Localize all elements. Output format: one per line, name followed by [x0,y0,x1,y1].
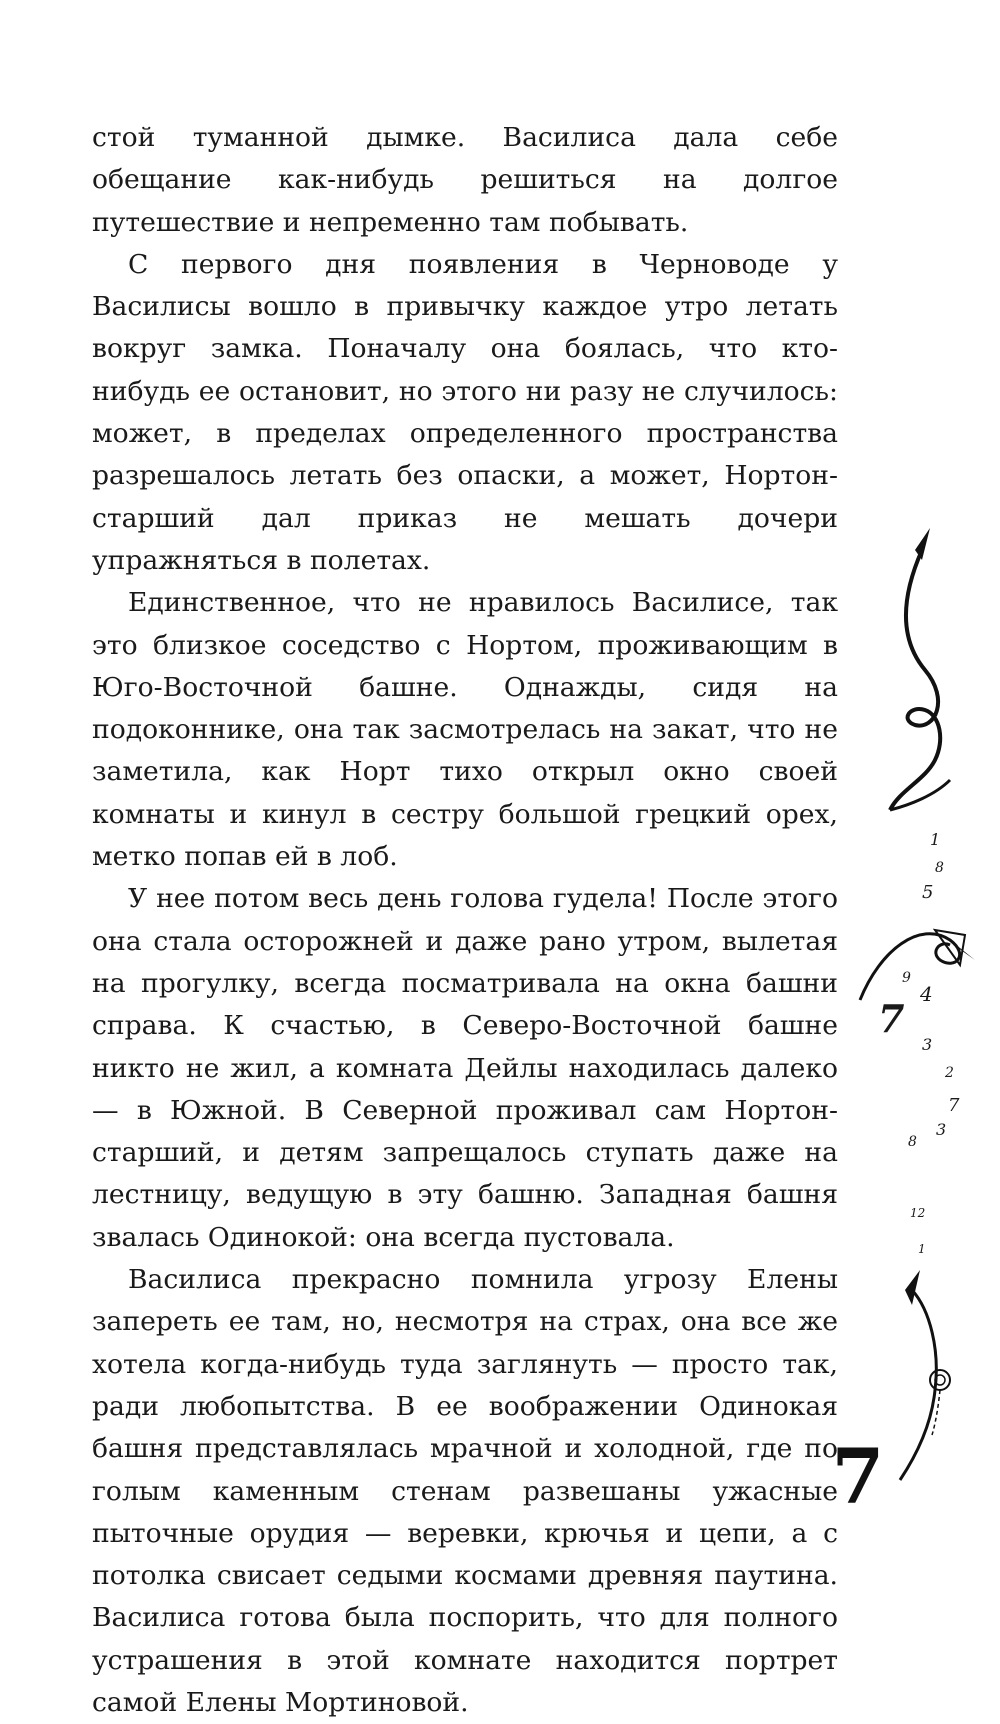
page-number: 7 [831,1432,885,1521]
paragraph-4: У нее потом весь день голова гудела! После этого она стала осторожней и даже рано утром, вылетая на прогулку, всегда посматривала на окна башни справа. К счастью, в Северо-Восточной башне никто не жил, а комната Дейлы находилась далеко — в Южной. В Северной проживал сам Нортон-старший, и детям запрещалось ступать даже на лестницу, ведущую в эту башню. Западная башня звалась Одинокой: она всегда пустовала. [92,883,838,1253]
ornament-swirls-icon [840,520,1000,1520]
ornament-digit: 2 [945,1065,954,1081]
clock-hands-ornament [840,520,1000,1520]
paragraph-2: С первого дня появления в Черноводе у Василисы вошло в привычку каждое утро летать вокруг замка. Поначалу она боялась, что кто-нибудь ее остановит, но этого ни разу не случилось: может, в пределах определенного пространства разрешалось летать без опаски, а может, Нортон-старший дал приказ не мешать дочери упражняться в полетах. [92,248,838,576]
ornament-digit: 12 [910,1206,926,1220]
paragraph-5: Василиса прекрасно помнила угрозу Елены запереть ее там, но, несмотря на страх, она все же хотела когда-нибудь туда заглянуть — просто так, ради любопытства. В ее воображении Одинокая башня представлялась мрачной и холодной, где по голым каменным стенам развешаны ужасные пыточные орудия — веревки, крючья и цепи, а с потолка свисает седыми космами древняя паутина. Василиса готова была поспорить, что для полного устрашения в этой комнате находится портрет самой Елены Мортиновой. [92,1264,838,1718]
ornament-digit: 5 [922,882,934,903]
ornament-digit: 9 [902,970,911,986]
ornament-digit: 7 [878,996,905,1041]
text-column [92,117,838,1724]
ornament-digit: 1 [930,830,941,849]
ornament-digit: 1 [918,1242,926,1256]
ornament-digit: 4 [920,982,933,1006]
paragraph-1: стой туманной дымке. Василиса дала себе обещание как-нибудь решиться на долгое путешествие и непременно там побывать. [92,122,838,238]
paragraph-3: Единственное, что не нравилось Василисе, так это близкое соседство с Нортом, проживающим в Юго-Восточной башне. Однажды, сидя на подоконнике, она так засмотрелась на закат, что не заметила, как Норт тихо открыл окно своей комнаты и кинул в сестру большой грецкий орех, метко попав ей в лоб. [92,587,838,873]
ornament-digit: 8 [908,1134,917,1150]
ornament-digit: 3 [936,1120,947,1139]
ornament-digit: 8 [935,860,944,876]
ornament-digit: 7 [948,1095,960,1116]
ornament-digit: 3 [922,1035,933,1054]
